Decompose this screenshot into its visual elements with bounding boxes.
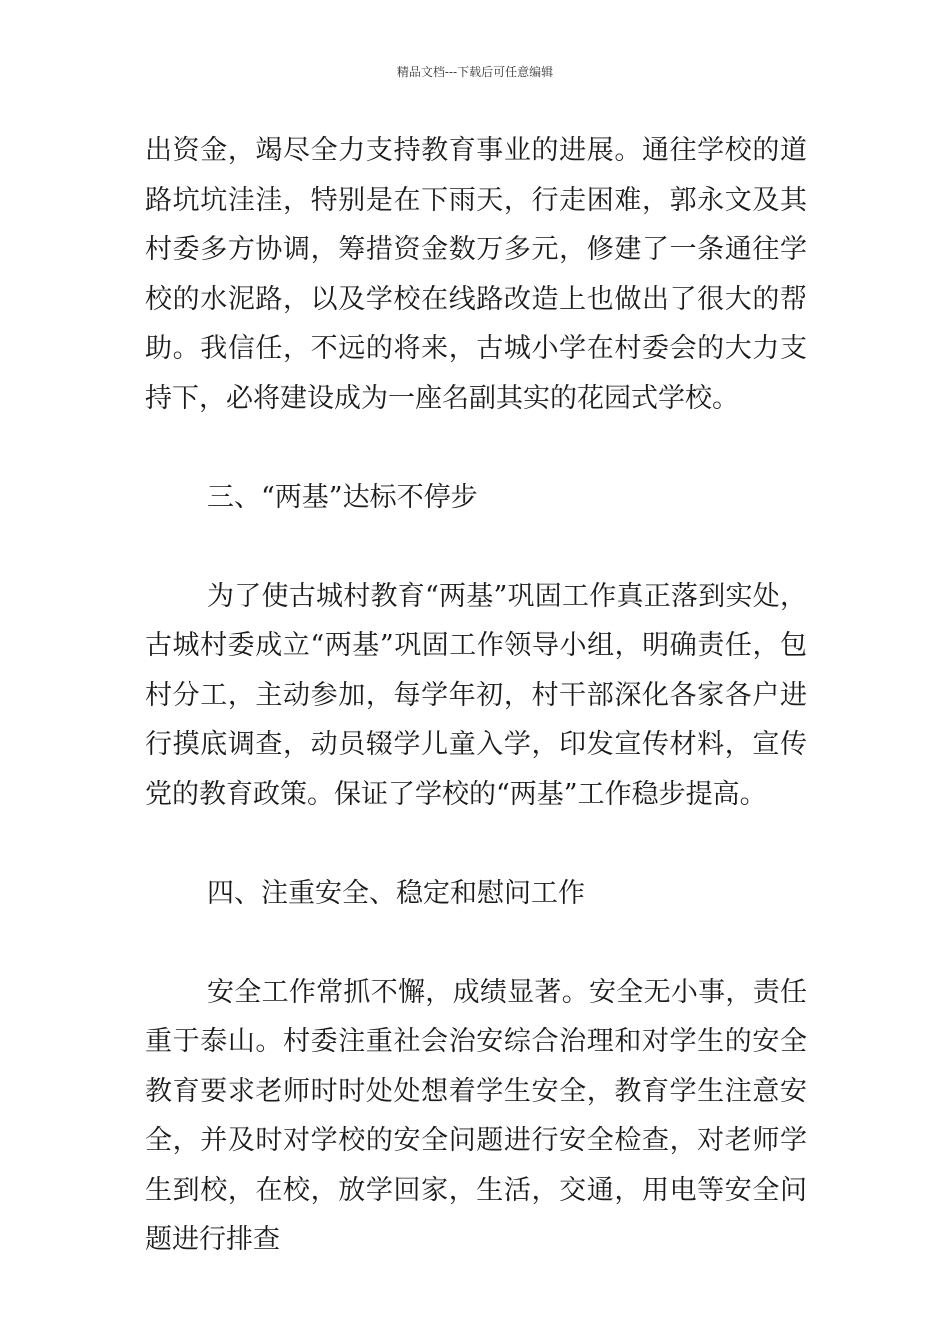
page-header: 精品文档---下载后可任意编辑 — [396, 65, 554, 79]
spacer — [145, 918, 807, 968]
section-heading-four: 四、注重安全、稳定和慰问工作 — [207, 877, 585, 909]
document-body — [145, 126, 807, 1265]
spacer — [145, 819, 807, 869]
spacer — [145, 522, 807, 572]
paragraph-safety-work: 安全工作常抓不懈，成绩显著。安全无小事，责任重于泰山。村委注重社会治安综合治理和对学生的安全教育要求老师时时处处想着学生安全，教育学生注意安全，并及时对学校的安全问题进行安全检查，对老师学生到校，在校，放学回家，生活，交通，用电等安全问题进行排查 — [145, 976, 807, 1255]
paragraph-school-support: 出资金，竭尽全力支持教育事业的进展。通往学校的道路坑坑洼洼，特别是在下雨天，行走困难，郭永文及其村委多方协调，筹措资金数万多元，修建了一条通往学校的水泥路，以及学校在线路改造上也做出了很大的帮助。我信任，不远的将来，古城小学在村委会的大力支持下，必将建设成为一座名副其实的花园式学校。 — [145, 135, 807, 414]
spacer — [145, 423, 807, 473]
section-heading-three: 三、“两基”达标不停步 — [207, 481, 478, 513]
paragraph-two-basics: 为了使古城村教育“两基”巩固工作真正落到实处，古城村委成立“两基”巩固工作领导小组，明确责任，包村分工，主动参加，每学年初，村干部深化各家各户进行摸底调查，动员辍学儿童入学，印发宣传材料，宣传党的教育政策。保证了学校的“两基”工作稳步提高。 — [145, 580, 807, 810]
